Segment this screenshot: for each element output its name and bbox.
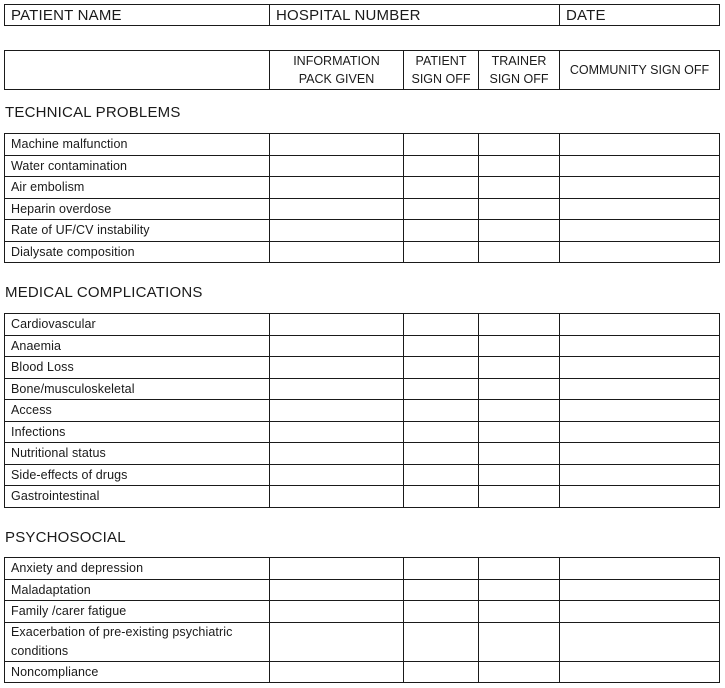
cell-community-sign[interactable] [560, 601, 720, 623]
cell-trainer-sign[interactable] [479, 220, 560, 242]
cell-patient-sign[interactable] [404, 134, 479, 156]
header-trainer-sign-off [479, 51, 560, 90]
cell-info-pack[interactable] [270, 464, 404, 486]
technical-problems-table [4, 133, 720, 263]
table-row [5, 378, 720, 400]
row-label: Maladaptation [5, 579, 270, 601]
cell-patient-sign[interactable] [404, 601, 479, 623]
cell-patient-sign[interactable] [404, 335, 479, 357]
section-title-technical: TECHNICAL PROBLEMS [5, 104, 181, 121]
cell-patient-sign[interactable] [404, 579, 479, 601]
row-label: Water contamination [5, 155, 270, 177]
cell-trainer-sign[interactable] [479, 661, 560, 683]
cell-patient-sign[interactable] [404, 486, 479, 508]
row-label: Access [5, 400, 270, 422]
cell-info-pack[interactable] [270, 661, 404, 683]
cell-trainer-sign[interactable] [479, 155, 560, 177]
table-row [5, 241, 720, 263]
table-row [5, 558, 720, 580]
cell-community-sign[interactable] [560, 622, 720, 661]
cell-trainer-sign[interactable] [479, 314, 560, 336]
cell-patient-sign[interactable] [404, 378, 479, 400]
cell-patient-sign[interactable] [404, 421, 479, 443]
cell-community-sign[interactable] [560, 443, 720, 465]
cell-community-sign[interactable] [560, 198, 720, 220]
header-community-sign-off: COMMUNITY SIGN OFF [560, 51, 720, 90]
row-label: Cardiovascular [5, 314, 270, 336]
cell-trainer-sign[interactable] [479, 601, 560, 623]
cell-trainer-sign[interactable] [479, 400, 560, 422]
section-title-medical: MEDICAL COMPLICATIONS [5, 284, 203, 301]
table-row [5, 443, 720, 465]
row-label: Anaemia [5, 335, 270, 357]
cell-community-sign[interactable] [560, 241, 720, 263]
header-trainer-line2: SIGN OFF [489, 72, 549, 86]
cell-patient-sign[interactable] [404, 220, 479, 242]
cell-patient-sign[interactable] [404, 400, 479, 422]
table-row [5, 198, 720, 220]
patient-details-table [4, 4, 720, 26]
cell-trainer-sign[interactable] [479, 241, 560, 263]
table-row [5, 622, 720, 661]
column-header-table [4, 50, 720, 90]
cell-community-sign[interactable] [560, 558, 720, 580]
cell-info-pack[interactable] [270, 335, 404, 357]
row-label-line2: conditions [11, 643, 69, 658]
row-label: Noncompliance [5, 661, 270, 683]
hospital-number-field[interactable]: HOSPITAL NUMBER [270, 5, 560, 26]
section-title-psychosocial: PSYCHOSOCIAL [5, 529, 126, 546]
cell-info-pack[interactable] [270, 220, 404, 242]
cell-community-sign[interactable] [560, 421, 720, 443]
table-row [5, 177, 720, 199]
cell-patient-sign[interactable] [404, 357, 479, 379]
row-label: Machine malfunction [5, 134, 270, 156]
row-label: Side-effects of drugs [5, 464, 270, 486]
header-trainer-line1: TRAINER [491, 54, 547, 68]
cell-trainer-sign[interactable] [479, 134, 560, 156]
cell-patient-sign[interactable] [404, 198, 479, 220]
table-row [5, 357, 720, 379]
table-row [5, 220, 720, 242]
cell-info-pack[interactable] [270, 378, 404, 400]
cell-trainer-sign[interactable] [479, 198, 560, 220]
cell-community-sign[interactable] [560, 486, 720, 508]
cell-trainer-sign[interactable] [479, 421, 560, 443]
cell-info-pack[interactable] [270, 314, 404, 336]
cell-patient-sign[interactable] [404, 558, 479, 580]
cell-community-sign[interactable] [560, 335, 720, 357]
row-label: Bone/musculoskeletal [5, 378, 270, 400]
table-row [5, 155, 720, 177]
table-row [5, 335, 720, 357]
cell-trainer-sign[interactable] [479, 177, 560, 199]
cell-info-pack[interactable] [270, 443, 404, 465]
table-row [5, 134, 720, 156]
row-label: Anxiety and depression [5, 558, 270, 580]
cell-info-pack[interactable] [270, 579, 404, 601]
cell-community-sign[interactable] [560, 400, 720, 422]
header-patient-line2: SIGN OFF [411, 72, 471, 86]
cell-patient-sign[interactable] [404, 443, 479, 465]
cell-patient-sign[interactable] [404, 177, 479, 199]
table-row [5, 661, 720, 683]
cell-trainer-sign[interactable] [479, 579, 560, 601]
table-row [5, 486, 720, 508]
table-row [5, 464, 720, 486]
cell-patient-sign[interactable] [404, 661, 479, 683]
cell-patient-sign[interactable] [404, 622, 479, 661]
cell-patient-sign[interactable] [404, 155, 479, 177]
cell-info-pack[interactable] [270, 421, 404, 443]
cell-trainer-sign[interactable] [479, 464, 560, 486]
cell-community-sign[interactable] [560, 378, 720, 400]
cell-info-pack[interactable] [270, 400, 404, 422]
cell-trainer-sign[interactable] [479, 622, 560, 661]
cell-community-sign[interactable] [560, 134, 720, 156]
patient-name-field[interactable]: PATIENT NAME [5, 5, 270, 26]
row-label: Rate of UF/CV instability [5, 220, 270, 242]
cell-patient-sign[interactable] [404, 241, 479, 263]
cell-patient-sign[interactable] [404, 464, 479, 486]
cell-community-sign[interactable] [560, 661, 720, 683]
cell-info-pack[interactable] [270, 622, 404, 661]
row-label: Dialysate composition [5, 241, 270, 263]
cell-community-sign[interactable] [560, 357, 720, 379]
row-label: Infections [5, 421, 270, 443]
cell-info-pack[interactable] [270, 241, 404, 263]
cell-community-sign[interactable] [560, 314, 720, 336]
cell-patient-sign[interactable] [404, 314, 479, 336]
cell-community-sign[interactable] [560, 464, 720, 486]
psychosocial-table [4, 557, 720, 683]
row-label: Blood Loss [5, 357, 270, 379]
cell-trainer-sign[interactable] [479, 335, 560, 357]
header-patient-sign-off [404, 51, 479, 90]
cell-info-pack[interactable] [270, 486, 404, 508]
header-info-line2: PACK GIVEN [298, 72, 375, 86]
cell-trainer-sign[interactable] [479, 558, 560, 580]
row-label: Gastrointestinal [5, 486, 270, 508]
row-label: Family /carer fatigue [5, 601, 270, 623]
cell-trainer-sign[interactable] [479, 443, 560, 465]
cell-info-pack[interactable] [270, 155, 404, 177]
cell-community-sign[interactable] [560, 155, 720, 177]
cell-trainer-sign[interactable] [479, 357, 560, 379]
cell-community-sign[interactable] [560, 579, 720, 601]
table-row [5, 421, 720, 443]
table-row [5, 579, 720, 601]
row-label: Nutritional status [5, 443, 270, 465]
cell-trainer-sign[interactable] [479, 486, 560, 508]
table-row [5, 400, 720, 422]
table-row [5, 601, 720, 623]
cell-info-pack[interactable] [270, 357, 404, 379]
header-blank-cell [5, 51, 270, 90]
row-label-line1: Exacerbation of pre-existing psychiatric [11, 624, 233, 639]
cell-info-pack[interactable] [270, 558, 404, 580]
header-information-pack-given [270, 51, 404, 90]
table-row [5, 314, 720, 336]
date-field[interactable]: DATE [560, 5, 720, 26]
cell-community-sign[interactable] [560, 220, 720, 242]
cell-info-pack[interactable] [270, 134, 404, 156]
cell-info-pack[interactable] [270, 198, 404, 220]
row-label: Air embolism [5, 177, 270, 199]
header-patient-line1: PATIENT [415, 54, 467, 68]
header-info-line1: INFORMATION [293, 54, 380, 68]
medical-complications-table [4, 313, 720, 508]
row-label [5, 622, 270, 661]
cell-trainer-sign[interactable] [479, 378, 560, 400]
cell-info-pack[interactable] [270, 601, 404, 623]
cell-info-pack[interactable] [270, 177, 404, 199]
cell-community-sign[interactable] [560, 177, 720, 199]
row-label: Heparin overdose [5, 198, 270, 220]
